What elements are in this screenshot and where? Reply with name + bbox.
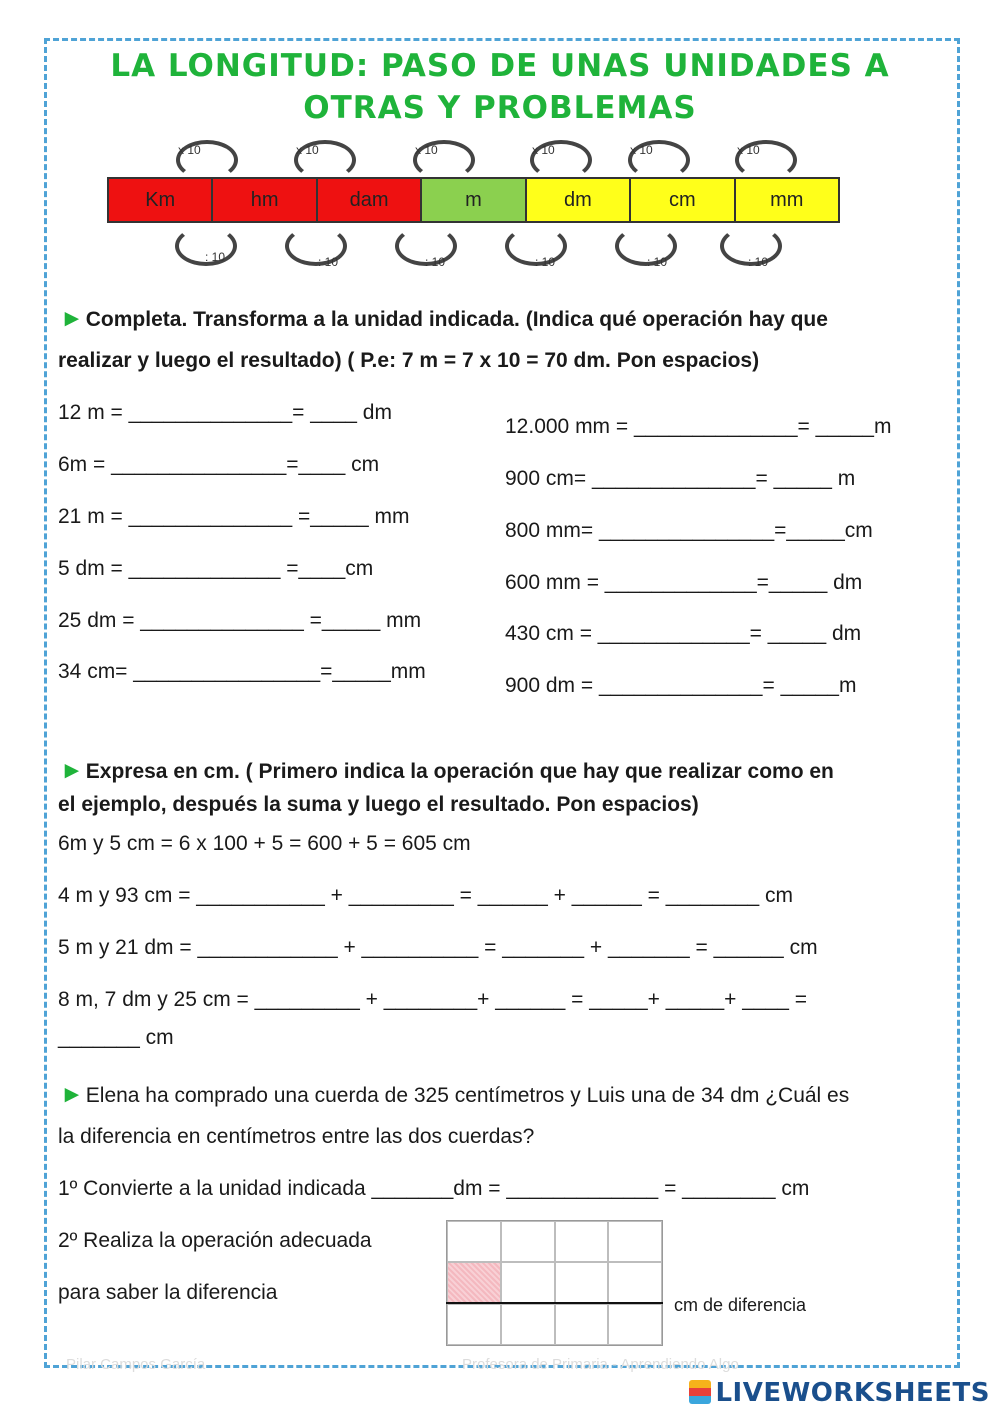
grid-cell[interactable] bbox=[555, 1221, 609, 1262]
liveworksheets-icon bbox=[689, 1380, 711, 1404]
liveworksheets-logo[interactable]: LIVEWORKSHEETS bbox=[689, 1378, 990, 1408]
triangle-bullet-icon: ► bbox=[60, 305, 84, 332]
exercise-right-3: 800 mm= _______________=_____cm bbox=[505, 519, 873, 542]
section2-instruction: ►Expresa en cm. ( Primero indica la operación que hay que realizar como en bbox=[60, 757, 834, 784]
exercise-left-4: 5 dm = _____________ =____cm bbox=[58, 557, 374, 580]
problem-statement: ►Elena ha comprado una cuerda de 325 centímetros y Luis una de 34 dm ¿Cuál es bbox=[60, 1081, 850, 1108]
unit-km: Km bbox=[109, 179, 213, 221]
divide-label: : 10 bbox=[318, 255, 339, 269]
exercise-right-6: 900 dm = ______________= _____m bbox=[505, 674, 857, 697]
grid-cell[interactable] bbox=[447, 1304, 501, 1345]
divide-label: : 10 bbox=[647, 255, 668, 269]
problem-statement-2: la diferencia en centímetros entre las dos cuerdas? bbox=[58, 1125, 535, 1148]
grid-cell-highlighted[interactable] bbox=[447, 1262, 501, 1303]
subtraction-line bbox=[446, 1302, 663, 1304]
unit-cm: cm bbox=[631, 179, 735, 221]
section1-instruction-2: realizar y luego el resultado) ( P.e: 7 m = 7 x 10 = 70 dm. Pon espacios) bbox=[58, 349, 760, 372]
divide-arrow-icon bbox=[615, 226, 677, 266]
exercise-left-2: 6m = _______________=____ cm bbox=[58, 453, 380, 476]
exercise-left-3: 21 m = ______________ =_____ mm bbox=[58, 505, 410, 528]
operation-grid[interactable] bbox=[446, 1220, 663, 1346]
section2-line-3: 8 m, 7 dm y 25 cm = _________ + ________+ ______ = _____+ _____+ ____ = bbox=[58, 988, 808, 1011]
section2-example: 6m y 5 cm = 6 x 100 + 5 = 600 + 5 = 605 cm bbox=[58, 832, 471, 855]
multiply-label: x 10 bbox=[630, 143, 653, 157]
grid-cell[interactable] bbox=[608, 1304, 662, 1345]
divide-label: : 10 bbox=[205, 250, 226, 264]
author-role-faint: Profesora de Primaria - Aprendiendo Algo bbox=[462, 1356, 739, 1373]
unit-hm: hm bbox=[213, 179, 317, 221]
multiply-label: x 10 bbox=[178, 143, 201, 157]
section1-instruction: ►Completa. Transforma a la unidad indicada. (Indica qué operación hay que bbox=[60, 305, 828, 332]
unit-dm: dm bbox=[527, 179, 631, 221]
divide-label: : 10 bbox=[535, 255, 556, 269]
multiply-label: x 10 bbox=[737, 143, 760, 157]
multiply-label: x 10 bbox=[532, 143, 555, 157]
grid-cell[interactable] bbox=[608, 1262, 662, 1303]
step-2: 2º Realiza la operación adecuada bbox=[58, 1229, 372, 1252]
multiply-label: x 10 bbox=[296, 143, 319, 157]
section2-line-2: 5 m y 21 dm = ____________ + __________ = _______ + _______ = ______ cm bbox=[58, 936, 818, 959]
exercise-right-2: 900 cm= ______________= _____ m bbox=[505, 467, 856, 490]
title-line-2: OTRAS Y PROBLEMAS bbox=[303, 90, 697, 126]
step-2-cont: para saber la diferencia bbox=[58, 1281, 278, 1304]
unit-scale-bar bbox=[107, 177, 840, 223]
unit-m: m bbox=[422, 179, 526, 221]
exercise-right-5: 430 cm = _____________= _____ dm bbox=[505, 622, 862, 645]
divide-label: : 10 bbox=[425, 255, 446, 269]
grid-cell[interactable] bbox=[608, 1221, 662, 1262]
divide-label: : 10 bbox=[748, 255, 769, 269]
grid-cell[interactable] bbox=[501, 1221, 555, 1262]
unit-mm: mm bbox=[736, 179, 838, 221]
step-1: 1º Convierte a la unidad indicada _______dm = _____________ = ________ cm bbox=[58, 1177, 810, 1200]
result-label: cm de diferencia bbox=[674, 1295, 807, 1315]
exercise-right-1: 12.000 mm = ______________= _____m bbox=[505, 415, 892, 438]
exercise-left-5: 25 dm = ______________ =_____ mm bbox=[58, 609, 422, 632]
grid-cell[interactable] bbox=[447, 1221, 501, 1262]
author-faint: Pilar Campos García bbox=[66, 1356, 206, 1373]
section2-line-4: _______ cm bbox=[58, 1026, 174, 1049]
exercise-right-4: 600 mm = _____________=_____ dm bbox=[505, 571, 863, 594]
grid-cell[interactable] bbox=[555, 1262, 609, 1303]
title-line-1: LA LONGITUD: PASO DE UNAS UNIDADES A bbox=[110, 48, 890, 84]
exercise-left-1: 12 m = ______________= ____ dm bbox=[58, 401, 392, 424]
section2-instruction-2: el ejemplo, después la suma y luego el resultado. Pon espacios) bbox=[58, 793, 699, 816]
grid-cell[interactable] bbox=[555, 1304, 609, 1345]
unit-dam: dam bbox=[318, 179, 422, 221]
grid-cell[interactable] bbox=[501, 1304, 555, 1345]
triangle-bullet-icon: ► bbox=[60, 757, 84, 784]
exercise-left-6: 34 cm= ________________=_____mm bbox=[58, 660, 426, 683]
triangle-bullet-icon: ► bbox=[60, 1081, 84, 1108]
grid-cell[interactable] bbox=[501, 1262, 555, 1303]
section2-line-1: 4 m y 93 cm = ___________ + _________ = ______ + ______ = ________ cm bbox=[58, 884, 794, 907]
multiply-label: x 10 bbox=[415, 143, 438, 157]
